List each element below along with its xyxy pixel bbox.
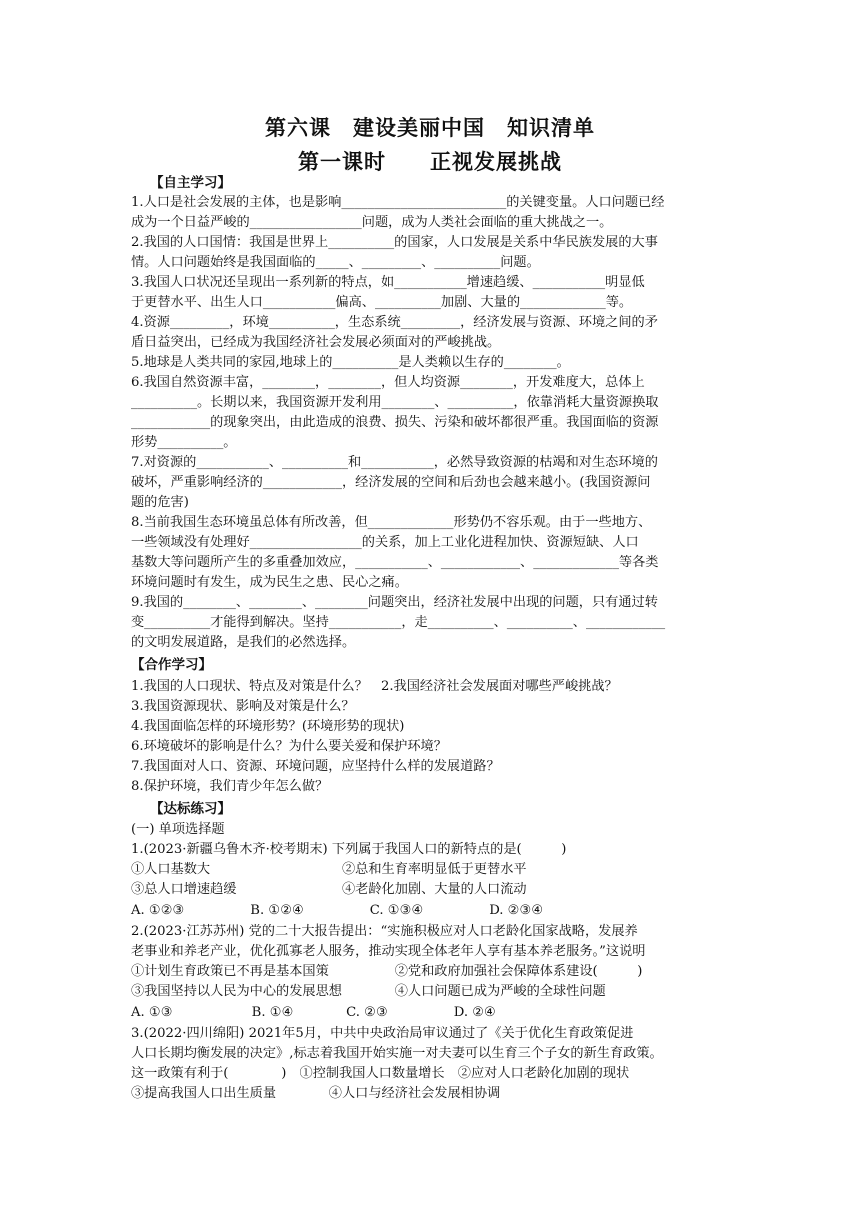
exercise-line: 2.(2023·江苏苏州) 党的二十大报告提出：“实施积极应对人口老龄化国家战略，发展养 [131,924,638,939]
text-line: 题的危害) [131,495,189,510]
exercise-line: 老事业和养老产业，优化孤寡老人服务，推动实现全体老年人享有基本养老服务。”这说明 [131,944,646,959]
text-line: 盾日益突出，已经成为我国经济社会发展必须面对的严峻挑战。 [131,335,501,350]
text-line: 4.资源_________，环境__________，生态系统_________，经济发展与资源、环境之间的矛 [131,315,658,330]
text-line: 9.我国的________、________、________问题突出，经济社发展中出现的问题，只有通过转 [131,595,658,610]
question-line: 3.我国资源现状、影响及对策是什么？ [131,699,355,714]
question-line: 1.我国的人口现状、特点及对策是什么？ 2.我国经济社会发展面对哪些严峻挑战？ [131,679,618,694]
text-line: ____________的现象突出，由此造成的浪费、损失、污染和破坏都很严重。我国面临的资源 [131,415,659,430]
exercise-line: (一) 单项选择题 [131,822,225,837]
exercise-line: 这一政策有利于( ) ①控制我国人口数量增长 ②应对人口老龄化加剧的现状 [131,1066,630,1081]
text-line: 基数大等问题所产生的多重叠加效应，___________、____________、_____________等各类 [131,555,659,570]
text-line: 环境问题时有发生，成为民生之患、民心之痛。 [131,575,408,590]
document-title: 第六课 建设美丽中国 知识清单 [265,116,595,140]
text-line: 5.地球是人类共同的家园,地球上的__________是人类赖以生存的________。 [131,355,570,370]
question-line: 6.环境破坏的影响是什么？为什么要关爱和保护环境？ [131,739,447,754]
lesson-subtitle: 第一课时 正视发展挑战 [298,150,562,174]
text-line: 一些领域没有处理好_________________的关系，加上工业化进程加快、资源短缺、人口 [131,535,639,550]
text-line: 2.我国的人口国情：我国是世界上__________的国家，人口发展是关系中华民族发展的大事 [131,235,658,250]
section-heading-self-study: 【自主学习】 [150,175,231,191]
text-line: 于更替水平、出生人口___________偏高、__________加剧、大量的_____________等。 [131,295,633,310]
question-line: 8.保护环境，我们青少年怎么做？ [131,779,329,794]
text-line: 6.我国自然资源丰富，________，________，但人均资源________，开发难度大，总体上 [131,375,645,390]
text-line: 3.我国人口状况还呈现出一系列新的特点，如___________增速趋缓、___________明显低 [131,275,645,290]
text-line: 变__________才能得到解决。坚持___________，走__________、__________、____________ [131,615,666,630]
section-heading-practice: 【达标练习】 [150,801,231,817]
text-line: 破坏，严重影响经济的____________，经济发展的空间和后劲也会越来越小。(我国资源问 [131,475,651,490]
exercise-line: ①人口基数大 ②总和生育率明显低于更替水平 [131,862,527,877]
text-line: 成为一个日益严峻的_________________问题，成为人类社会面临的重大挑战之一。 [131,215,613,230]
text-line: 情。人口问题始终是我国面临的_____、_________、__________问题。 [131,255,540,270]
exercise-line: A. ①②③ B. ①②④ C. ①③④ D. ②③④ [131,903,544,918]
exercise-line: A. ①③ B. ①④ C. ②③ D. ②④ [131,1005,496,1020]
text-line: 的文明发展道路，是我们的必然选择。 [131,635,356,650]
exercise-line: ③提高我国人口出生质量 ④人口与经济社会发展相协调 [131,1086,501,1101]
text-line: 形势__________。 [131,435,237,450]
exercise-line: 人口长期均衡发展的决定》,标志着我国开始实施一对夫妻可以生育三个子女的新生育政策。 [131,1046,663,1061]
exercise-line: ③我国坚持以人民为中心的发展思想 ④人口问题已成为严峻的全球性问题 [131,984,606,999]
text-line: 7.对资源的___________、__________和___________，必然导致资源的枯竭和对生态环境的 [131,455,658,470]
question-line: 4.我国面临怎样的环境形势？(环境形势的现状) [131,719,405,734]
question-line: 7.我国面对人口、资源、环境问题，应坚持什么样的发展道路？ [131,759,500,774]
text-line: 8.当前我国生态环境虽总体有所改善，但_____________形势仍不容乐观。由于一些地方、 [131,515,652,530]
section-heading-cooperative: 【合作学习】 [131,657,212,673]
exercise-line: 3.(2022·四川绵阳) 2021年5月，中共中央政治局审议通过了《关于优化生育政策促进 [131,1026,634,1041]
text-line: 1.人口是社会发展的主体，也是影响_________________________的关键变量。人口问题已经 [131,195,665,210]
exercise-line: ①计划生育政策已不再是基本国策 ②党和政府加强社会保障体系建设( ) [131,964,643,979]
text-line: __________。长期以来，我国资源开发利用________、__________，依靠消耗大量资源换取 [131,395,659,410]
exercise-line: 1.(2023·新疆乌鲁木齐·校考期末) 下列属于我国人口的新特点的是( ) [131,842,567,857]
exercise-line: ③总人口增速趋缓 ④老龄化加剧、大量的人口流动 [131,882,527,897]
